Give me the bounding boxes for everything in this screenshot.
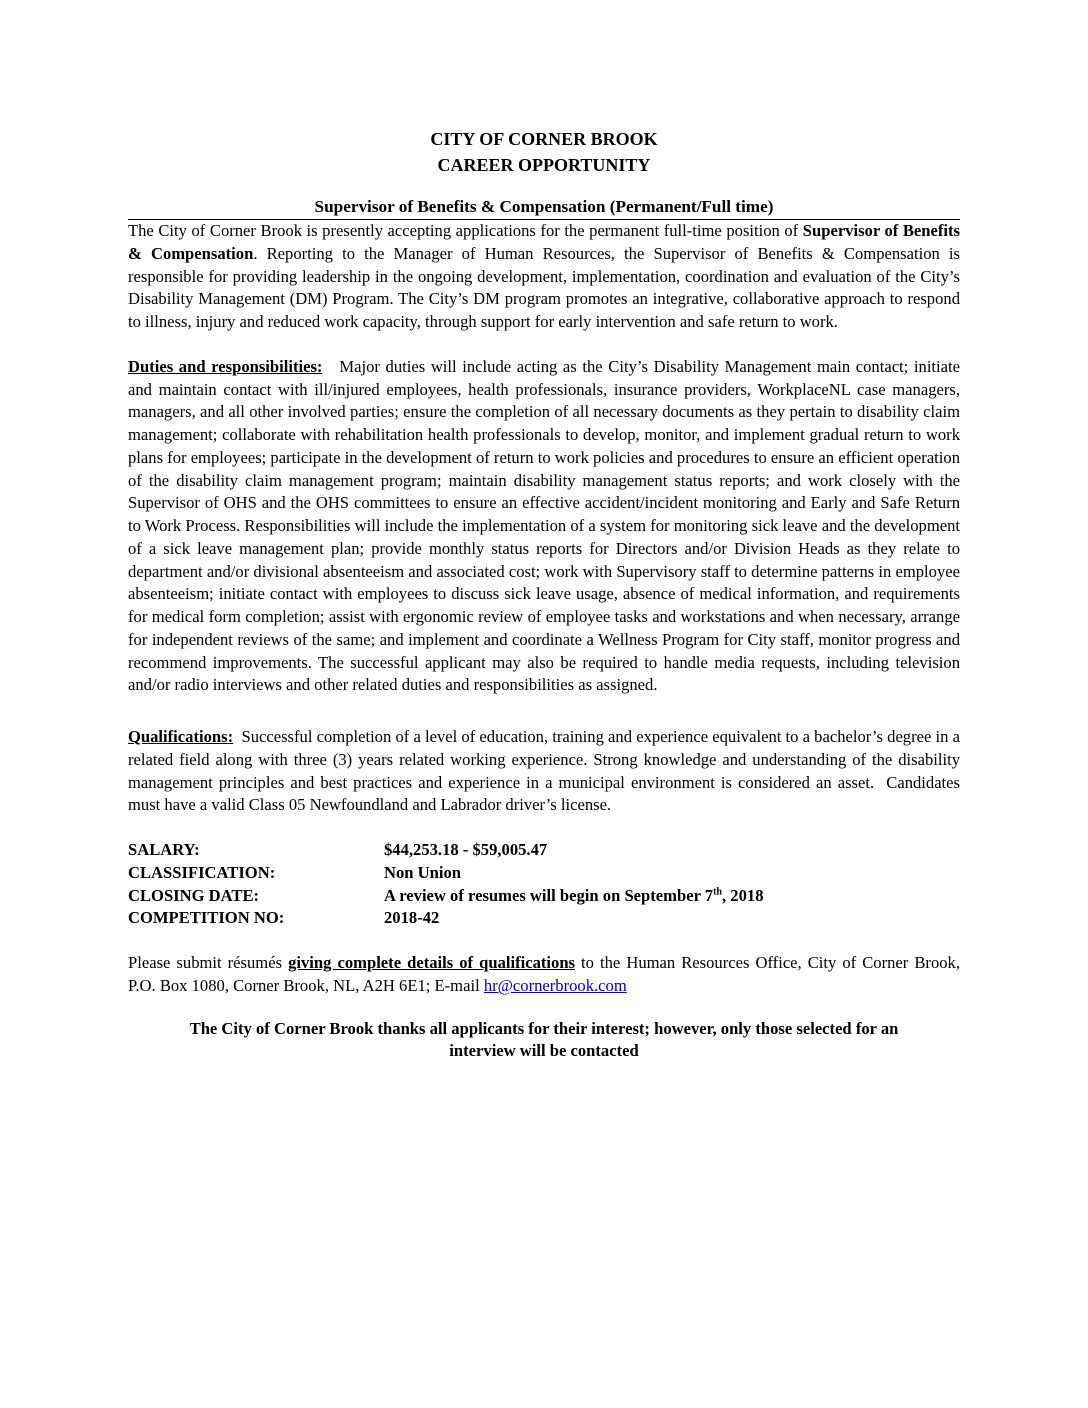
document-content [128,126,965,1063]
classification-row [128,862,960,885]
submit-emphasis: giving complete details of qualifications [288,953,576,972]
competition-label: COMPETITION NO: [128,908,285,928]
header-organization: CITY OF CORNER BROOK [430,129,658,149]
duties-text: Major duties will include acting as the City’s Disability Management main contact; initiate and maintain contact with ill/injured employees, health professionals, insurance providers, WorkplaceNL case managers, managers, and all other involved parties; ensure the completion of all necessary documents as they pertain to disability claim management; collaborate with rehabilitation health professionals to develop, monitor, and implement gradual return to work plans for employees; participate in the development of return to work policies and procedures to ensure an efficient operation of the disability claim management program; maintain disability management status reports; and work closely with the Supervisor of OHS and the OHS committees to ensure an effective accident/incident monitoring and Early and Safe Return to Work Process. Responsibilities will include the implementation of a system for monitoring sick leave and the development of a sick leave management plan; provide monthly status reports for Directors and/or Division Heads as they relate to department and/or divisional absenteeism and associated cost; work with Supervisory staff to determine patterns in employee absenteeism; initiate contact with employees to discuss sick leave usage, absence of medical information, and requirements for medical form completion; assist with ergonomic review of employee tasks and workstations and when necessary, arrange for independent reviews of the same; and implement and coordinate a Wellness Program for City staff, monitor progress and recommend improvements. The successful applicant may also be required to handle media requests, including television and/or radio interviews and other related duties and responsibilities as assigned. [128,356,965,695]
closing-note-line-1: The City of Corner Brook thanks all applicants for their interest; however, only those selected for an [189,1018,899,1038]
competition-row [128,907,960,930]
salary-value: $44,253.18 - $59,005.47 [384,840,548,859]
competition-value: 2018-42 [384,908,440,928]
email-link[interactable]: hr@cornerbrook.com [483,975,627,995]
closing-date-value [384,885,960,908]
intro-position-name: Supervisor of Benefits & Compensation [128,221,960,263]
closing-date-label: CLOSING DATE: [128,885,260,905]
classification-value: Non Union [384,862,462,882]
qualifications-text: Successful completion of a level of education, training and experience equivalent to a bachelor’s degree in a related field along with three (3) years related working experience. Strong knowledge and understanding of the disability management principles and best practices and experience in a municipal environment is considered an asset. Candidates must have a valid Class 05 Newfoundland and Labrador driver’s license. [128,727,965,815]
closing-date-ordinal: th [713,885,722,897]
closing-date-text: A review of resumes will begin on September 7 [384,885,714,905]
document-header [128,126,960,178]
closing-date-row [128,885,960,908]
intro-paragraph [128,220,960,334]
closing-date-year: , 2018 [722,885,764,905]
qualifications-heading: Qualifications: [128,727,234,746]
header-subtitle: CAREER OPPORTUNITY [437,155,651,175]
duties-heading: Duties and responsibilities: [128,356,323,376]
duties-paragraph [128,356,965,697]
closing-note-line-2: interview will be contacted [449,1041,639,1061]
position-facts [128,839,960,930]
salary-row [128,839,960,862]
classification-label: CLASSIFICATION: [128,862,276,882]
salary-label: SALARY: [128,840,200,859]
qualifications-paragraph [128,726,965,817]
submit-text-2: to the Human Resources Office, City of Corner Brook, P.O. Box 1080, Corner Brook, NL, A2H 6E1; E-mail [128,953,960,995]
intro-text-2: . Reporting to the Manager of Human Resources, the Supervisor of Benefits & Compensation is responsible for providing leadership in the ongoing development, implementation, coordination and evaluation of the City’s Disability Management (DM) Program. The City’s DM program promotes an integrative, collaborative approach to respond to illness, injury and reduced work capacity, through support for early intervention and safe return to work. [128,243,960,331]
submit-paragraph [128,952,960,998]
submit-text-1: Please submit résumés [128,953,289,972]
position-title: Supervisor of Benefits & Compensation (Permanent/Full time) [128,196,960,220]
intro-text-1: The City of Corner Brook is presently accepting applications for the permanent full-time position of [128,221,803,240]
closing-note [128,1018,960,1064]
